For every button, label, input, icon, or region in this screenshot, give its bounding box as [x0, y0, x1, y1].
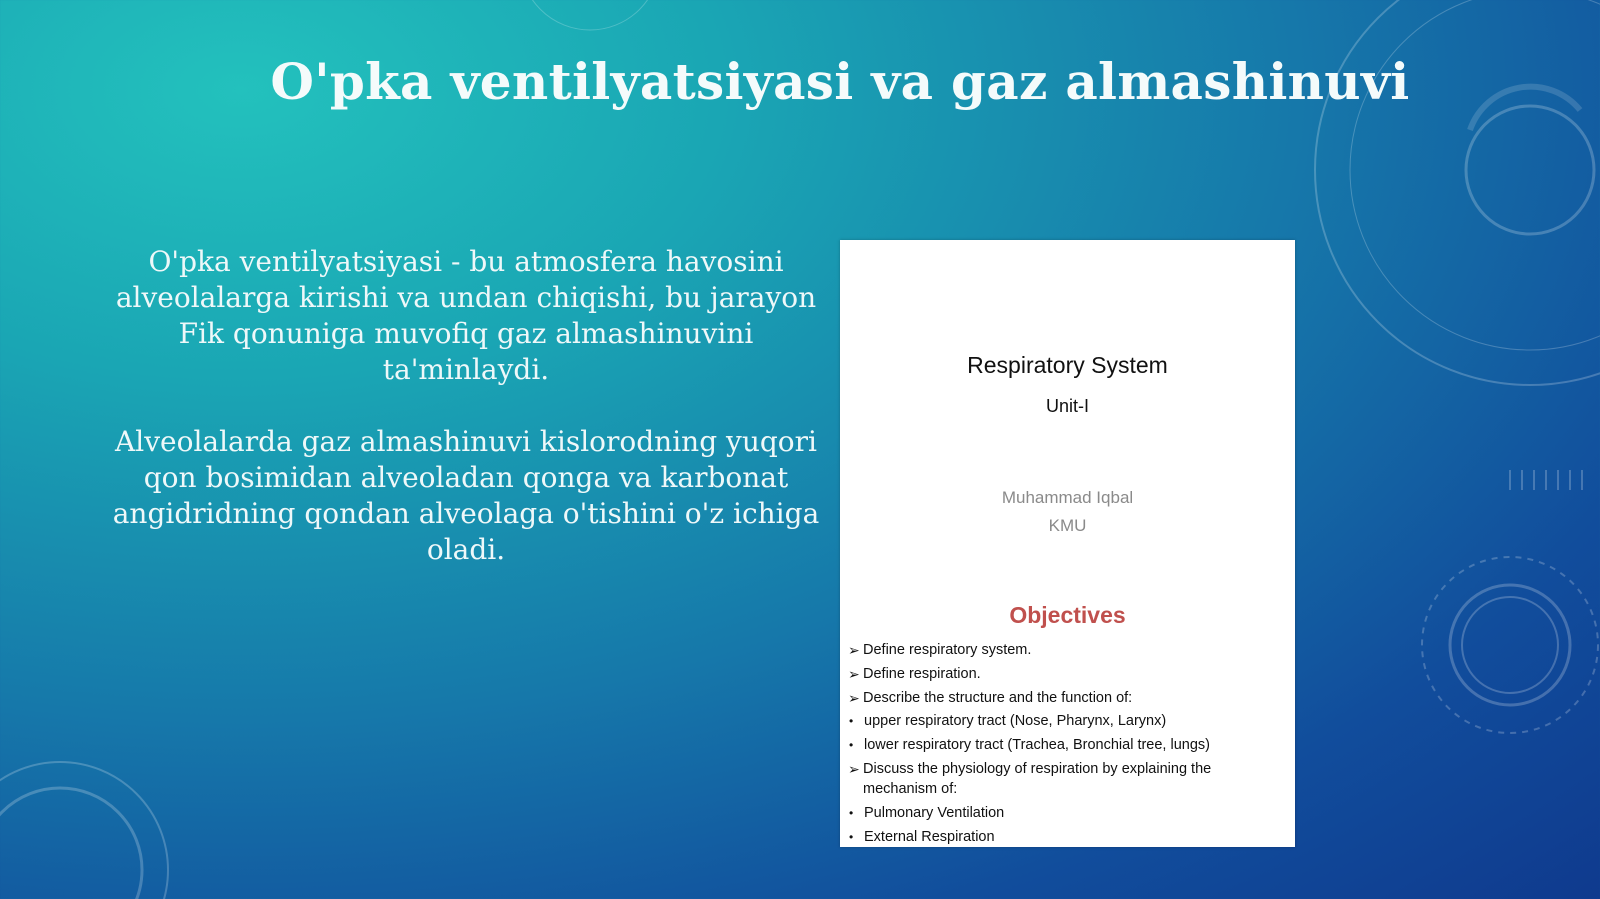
list-item: [848, 803, 1288, 823]
objectives-title: Objectives: [1009, 602, 1126, 628]
arrow-bullet-icon: ➢: [848, 665, 860, 682]
objective-text: upper respiratory tract (Nose, Pharynx, Larynx): [864, 713, 1167, 730]
list-item: [848, 711, 1288, 731]
dot-bullet-icon: •: [849, 829, 854, 844]
list-item: [848, 735, 1288, 755]
objective-text: Define respiration.: [863, 665, 981, 682]
list-item: [848, 688, 1288, 708]
slide-body: [108, 244, 824, 604]
dot-bullet-icon: •: [849, 738, 854, 753]
objective-text: External Respiration: [864, 828, 995, 845]
arrow-bullet-icon: ➢: [848, 760, 860, 777]
dot-bullet-icon: •: [849, 805, 854, 820]
objectives-list: [848, 640, 1288, 847]
list-item: [848, 640, 1288, 660]
card-title: Respiratory System: [967, 352, 1168, 378]
objective-text: Describe the structure and the function of:: [863, 689, 1133, 706]
objective-text: lower respiratory tract (Trachea, Bronchial tree, lungs): [864, 737, 1210, 754]
embedded-slide-image: [840, 240, 1295, 847]
objective-text: Pulmonary Ventilation: [864, 804, 1005, 821]
arrow-bullet-icon: ➢: [848, 642, 860, 658]
card-author: Muhammad Iqbal: [1001, 488, 1134, 507]
list-item: [848, 759, 1288, 799]
arrow-bullet-icon: ➢: [848, 689, 860, 706]
paragraph-ventilation: O'pka ventilyatsiyasi - bu atmosfera havosini alveolalarga kirishi va undan chiqishi, bu jarayon Fik qonuniga muvofiq gaz almashinuvini ta'minlaydi.: [115, 245, 817, 386]
objective-text: Define respiratory system.: [863, 642, 1032, 658]
dot-bullet-icon: •: [849, 714, 854, 729]
list-item: [848, 827, 1288, 847]
list-item: [848, 664, 1288, 684]
card-org: KMU: [1048, 516, 1087, 535]
slide-title: O'pka ventilyatsiyasi va gaz almashinuvi: [270, 52, 1410, 111]
objective-text: Discuss the physiology of respiration by explaining the mechanism of:: [863, 760, 1212, 797]
paragraph-gas-exchange: Alveolalarda gaz almashinuvi kislorodning yuqori qon bosimidan alveoladan qonga va karbonat angidridning qondan alveolaga o'tishini o'z ichiga oladi.: [112, 425, 820, 566]
card-subtitle: Unit-I: [1045, 396, 1089, 416]
